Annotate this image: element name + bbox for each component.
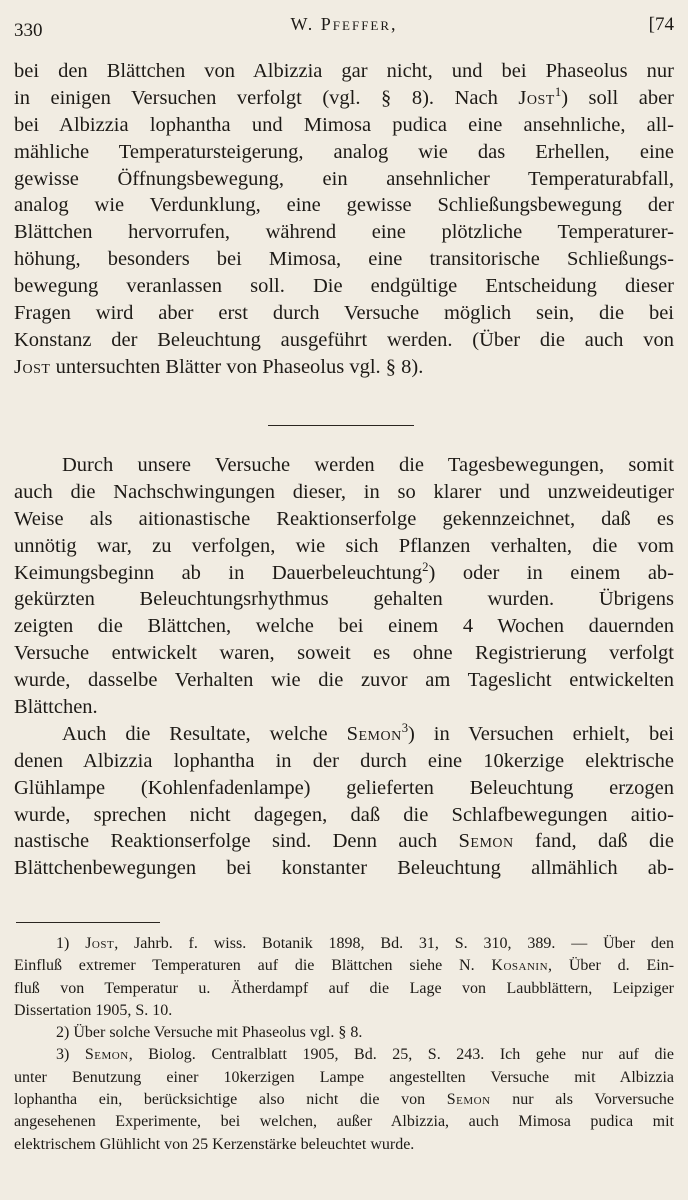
footnote-line — [14, 1089, 674, 1111]
text-line: Versuche entwickelt waren, soweit es ohne Registrierung verfolgt — [14, 642, 674, 665]
footnote-line — [14, 933, 674, 955]
text-line — [14, 828, 674, 855]
text-line: zeigten die Blättchen, welche bei einem 4 Wochen dauernden — [14, 615, 674, 638]
footnote-line: fluß von Temperatur u. Ätherdampf auf die Lage von Laubblättern, Leipziger — [14, 979, 674, 997]
body-paragraphs — [14, 452, 674, 882]
footnotes — [14, 933, 674, 1156]
text-span: , Über d. Ein- — [548, 957, 674, 975]
text-line: gekürzten Beleuchtungsrhythmus gehalten wurden. Übrigens — [14, 588, 674, 611]
text-line: Fragen wird aber erst durch Versuche möglich sein, die bei — [14, 302, 674, 325]
text-line — [14, 560, 674, 587]
text-span: untersuchten Blätter von Phaseolus vgl. § 8). — [55, 355, 424, 378]
text-line: Glühlampe (Kohlenfadenlampe) gelieferten Beleuchtung erzogen — [14, 776, 674, 799]
continuation-paragraph — [14, 58, 674, 381]
text-line: bei den Blättchen von Albizzia gar nicht, und bei Phaseolus nur — [14, 60, 674, 82]
author-name: Jost — [518, 86, 555, 109]
footnote-marker: 3) — [56, 1046, 70, 1064]
text-span: fand, daß die — [535, 830, 674, 853]
running-title-author: W. Pfeffer, — [290, 14, 398, 34]
text-line: gewisse Öffnungsbewegung, ein ansehnlicher Temperaturabfall, — [14, 167, 674, 190]
text-line: Blättchenbewegungen bei konstanter Beleuchtung allmählich ab- — [14, 857, 674, 880]
footnote-line — [14, 955, 674, 977]
footnote-line: angesehenen Experimente, bei welchen, außer Albizzia, auch Mimosa pudica mit — [14, 1113, 674, 1131]
author-name: Jost — [14, 355, 51, 378]
text-line: unnötig war, zu verfolgen, wie sich Pflanzen verhalten, die vom — [14, 534, 674, 557]
section-divider — [268, 425, 414, 426]
text-line: mähliche Temperatursteigerung, analog wie das Erhellen, eine — [14, 140, 674, 163]
text-span: nur als Vorversuche — [512, 1091, 674, 1109]
text-line: Blättchen. — [14, 696, 98, 719]
page-number: 330 — [14, 20, 43, 41]
text-line — [14, 721, 674, 748]
text-span: ) soll aber — [561, 86, 674, 109]
footnote-ref: 2 — [422, 559, 429, 574]
text-span: , Jahrb. f. wiss. Botanik 1898, Bd. 31, S. 310, 389. — Über den — [114, 935, 674, 952]
running-header — [14, 14, 674, 44]
section-reference: [74 — [648, 14, 674, 35]
text-line: wurde, sprechen nicht dagegen, daß die Schlafbewegungen aitio- — [14, 803, 674, 826]
text-line — [14, 85, 674, 112]
text-span: in einigen Versuchen verfolgt (vgl. § 8). Nach — [14, 86, 498, 109]
author-name: Jost — [85, 935, 115, 952]
text-line: höhung, besonders bei Mimosa, eine transitorische Schließungs- — [14, 248, 674, 271]
footnote-line: Dissertation 1905, S. 10. — [14, 1001, 173, 1019]
text-line: Durch unsere Versuche werden die Tagesbewegungen, somit — [62, 454, 674, 476]
text-line: denen Albizzia lophantha in der durch eine 10kerzige elektrische — [14, 749, 674, 772]
text-line: wurde, dasselbe Verhalten wie die zuvor am Tageslicht entwickelten — [14, 669, 674, 692]
text-line: Weise als aitionastische Reaktionserfolge gekennzeichnet, daß es — [14, 507, 674, 530]
text-line: bei Albizzia lophantha und Mimosa pudica eine ansehnliche, all- — [14, 113, 674, 136]
text-span: ) oder in einem ab- — [428, 561, 674, 584]
text-line: bewegung veranlassen soll. Die endgültige Entscheidung dieser — [14, 275, 674, 298]
text-span: , Biolog. Centralblatt 1905, Bd. 25, S. 243. Ich gehe nur auf die — [128, 1046, 674, 1064]
footnote-line: unter Benutzung einer 10kerzigen Lampe angestellten Versuche mit Albizzia — [14, 1068, 674, 1086]
footnote-line — [14, 1044, 674, 1066]
text-span: lophantha ein, berücksichtige also nicht die von — [14, 1091, 426, 1109]
text-line: auch die Nachschwingungen dieser, in so klarer und unzweideutiger — [14, 480, 674, 503]
footnote-line: elektrischem Glühlicht von 25 Kerzenstärke beleuchtet wurde. — [14, 1135, 415, 1153]
author-name: Semon — [446, 1091, 491, 1109]
text-span: ) in Versuchen erhielt, bei — [408, 722, 674, 745]
author-name: Kosanin — [491, 957, 549, 975]
text-line — [14, 354, 674, 381]
text-span: nastische Reaktionserfolge sind. Denn auch — [14, 830, 438, 853]
text-span: Auch die Resultate, welche — [62, 722, 328, 745]
text-span: Einfluß extremer Temperaturen auf die Blättchen siehe N. — [14, 957, 475, 975]
author-name: Semon — [84, 1046, 129, 1064]
text-line: analog wie Verdunklung, eine gewisse Schließungsbewegung der — [14, 194, 674, 217]
author-name: Semon — [458, 830, 514, 853]
footnote-marker: 1) — [56, 935, 70, 952]
author-name: Semon — [346, 722, 402, 745]
footnote-divider — [16, 922, 160, 923]
text-span: Keimungsbeginn ab in Dauerbeleuchtung — [14, 561, 423, 584]
footnote-ref: 1 — [554, 85, 562, 100]
footnote-line: 2) Über solche Versuche mit Phaseolus vgl. § 8. — [56, 1024, 363, 1042]
text-line: Konstanz der Beleuchtung ausgeführt werden. (Über die auch von — [14, 328, 674, 351]
text-line: Blättchen hervorrufen, während eine plötzliche Temperaturer- — [14, 221, 674, 244]
footnote-ref: 3 — [401, 721, 409, 736]
